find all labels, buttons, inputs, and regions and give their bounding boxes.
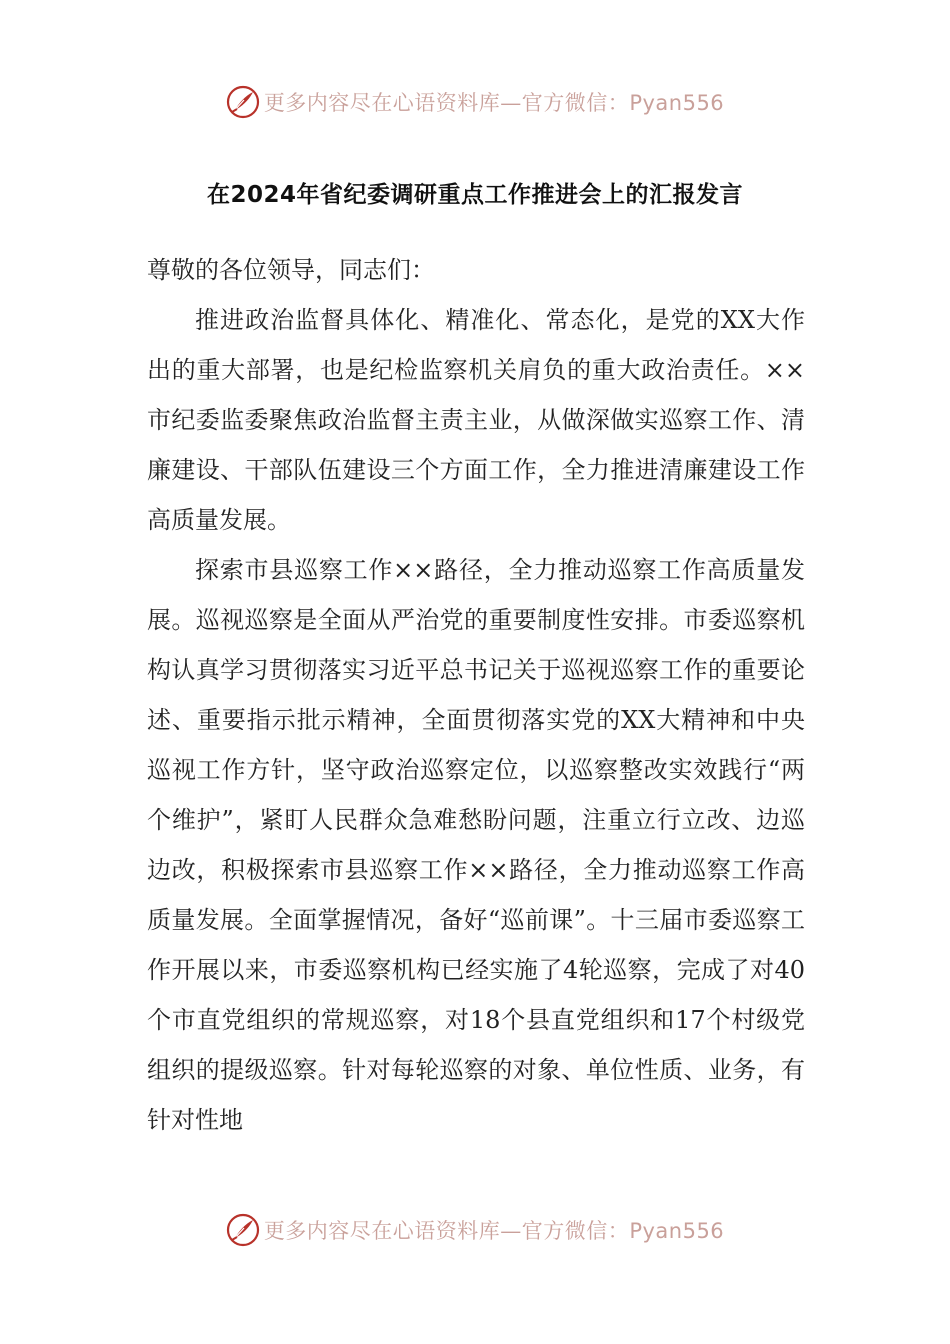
paragraph-2: 探索市县巡察工作××路径，全力推动巡察工作高质量发展。巡视巡察是全面从严治党的重要制度性安排。市委巡察机构认真学习贯彻落实习近平总书记关于巡视巡察工作的重要论述、重要指示批示精神，全面贯彻落实党的XX大精神和中央巡视工作方针，坚守政治巡察定位，以巡察整改实效践行“两个维护”，紧盯人民群众急难愁盼问题，注重立行立改、边巡边改，积极探索市县巡察工作××路径，全力推动巡察工作高质量发展。全面掌握情况，备好“巡前课”。十三届市委巡察工作开展以来，市委巡察机构已经实施了4轮巡察，完成了对40个市直党组织的常规巡察，对18个县直党组织和17个村级党组织的提级巡察。针对每轮巡察的对象、单位性质、业务，有针对性地 (147, 556, 805, 1134)
footer-banner-text: 更多内容尽在心语资料库—官方微信：Pyan556 (263, 1219, 725, 1243)
document-title: 在2024年省纪委调研重点工作推进会上的汇报发言 (206, 182, 743, 208)
document-body (147, 245, 805, 1145)
salutation: 尊敬的各位领导，同志们： (147, 256, 435, 284)
header-banner (0, 82, 950, 122)
header-wechat-id: Pyan556 (629, 91, 725, 115)
quill-logo-icon (226, 85, 260, 119)
footer-wechat-id: Pyan556 (629, 1219, 725, 1243)
footer-banner (0, 1210, 950, 1250)
quill-logo-icon (226, 1213, 260, 1247)
header-banner-text: 更多内容尽在心语资料库—官方微信：Pyan556 (263, 91, 725, 115)
paragraph-1: 推进政治监督具体化、精准化、常态化，是党的XX大作出的重大部署，也是纪检监察机关肩负的重大政治责任。××市纪委监委聚焦政治监督主责主业，从做深做实巡察工作、清廉建设、干部队伍建设三个方面工作，全力推进清廉建设工作高质量发展。 (147, 306, 805, 534)
